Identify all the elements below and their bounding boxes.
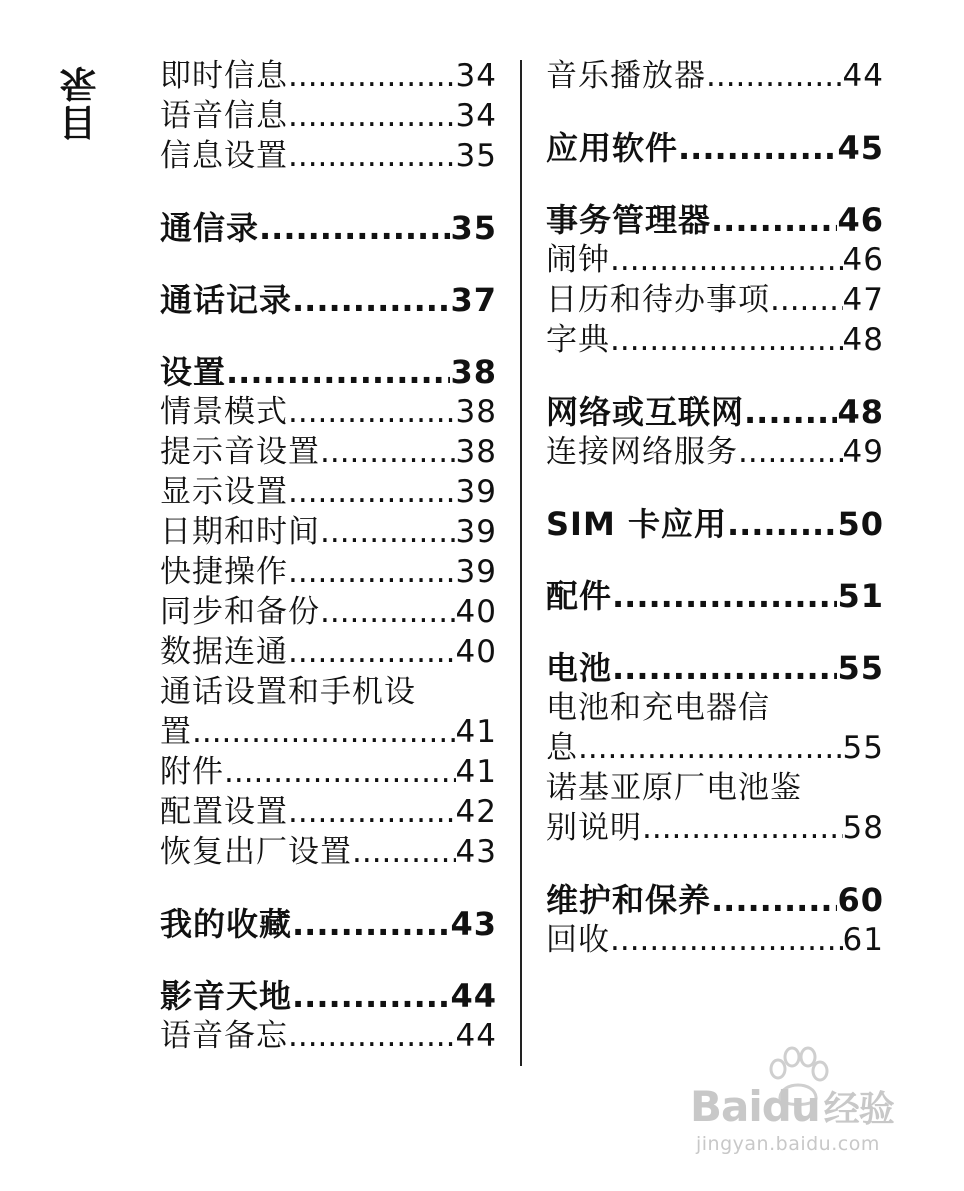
toc-page-number: 44: [842, 58, 884, 94]
toc-leader-dots: [288, 792, 456, 832]
toc-page-number: 42: [455, 794, 497, 830]
toc-entry: [546, 240, 884, 280]
toc-entry-label: 快捷操作: [160, 554, 288, 590]
toc-leader-dots: [727, 504, 838, 544]
toc-page-number: 50: [837, 505, 884, 543]
toc-page-number: 51: [837, 577, 884, 615]
baidu-watermark: [690, 1045, 920, 1175]
toc-leader-dots: [642, 808, 843, 848]
toc-entry: [546, 56, 884, 96]
toc-page-number: 41: [455, 754, 497, 790]
toc-leader-dots: [744, 392, 837, 432]
toc-page-number: 45: [837, 129, 884, 167]
toc-leader-dots: [288, 136, 456, 176]
logo-jingyan: 经验: [823, 1089, 894, 1130]
toc-leader-dots: [292, 976, 450, 1016]
toc-leader-dots: [288, 392, 456, 432]
toc-entry: [160, 632, 497, 672]
toc-entry: [160, 512, 497, 552]
toc-entry: [160, 392, 497, 432]
toc-entry-label: 回收: [546, 922, 610, 958]
toc-page-number: 34: [455, 58, 497, 94]
toc-entry: [546, 768, 884, 808]
toc-entry-label: 维护和保养: [546, 881, 712, 919]
toc-page-number: 46: [837, 201, 884, 239]
toc-entry-label: 语音信息: [160, 98, 288, 134]
toc-entry-label: 同步和备份: [160, 594, 320, 630]
toc-section-entry: [546, 504, 884, 544]
toc-leader-dots: [770, 280, 843, 320]
toc-leader-dots: [610, 920, 843, 960]
toc-leader-dots: [288, 96, 456, 136]
toc-entry-label: 别说明: [546, 810, 642, 846]
toc-entry: [160, 832, 497, 872]
toc-leader-dots: [711, 200, 837, 240]
toc-entry: [160, 1016, 497, 1056]
toc-right-column: [546, 56, 884, 960]
toc-leader-dots: [706, 56, 843, 96]
toc-entry-label: 语音备忘: [160, 1018, 288, 1054]
toc-leader-dots: [738, 432, 843, 472]
watermark-url: jingyan.baidu.com: [696, 1133, 880, 1155]
toc-entry-label: 连接网络服务: [546, 434, 738, 470]
toc-page-number: 35: [450, 209, 497, 247]
toc-page-number: 49: [842, 434, 884, 470]
toc-page-number: 35: [455, 138, 497, 174]
toc-entry-label: 即时信息: [160, 58, 288, 94]
toc-page-number: 44: [450, 977, 497, 1015]
toc-page-number: 60: [837, 881, 884, 919]
toc-entry: [160, 472, 497, 512]
toc-entry-label: 提示音设置: [160, 434, 320, 470]
toc-leader-dots: [292, 904, 450, 944]
toc-entry: [546, 688, 884, 728]
toc-entry: [546, 728, 884, 768]
toc-entry-label: 数据连通: [160, 634, 288, 670]
toc-page-number: 43: [450, 905, 497, 943]
toc-page-number: 38: [455, 394, 497, 430]
baidu-logo: [690, 1081, 894, 1132]
toc-section-entry: [546, 200, 884, 240]
toc-entry-label: 电池: [546, 649, 613, 687]
toc-entry-label: 日历和待办事项: [546, 282, 770, 318]
toc-entry-label: 我的收藏: [160, 905, 293, 943]
toc-entry: [160, 752, 497, 792]
toc-entry-label: 日期和时间: [160, 514, 320, 550]
toc-leader-dots: [578, 728, 843, 768]
toc-leader-dots: [678, 128, 837, 168]
toc-page-number: 48: [837, 393, 884, 431]
toc-leader-dots: [610, 240, 843, 280]
toc-page-number: 47: [842, 282, 884, 318]
toc-entry: [160, 136, 497, 176]
toc-leader-dots: [320, 512, 456, 552]
toc-page-number: 55: [842, 730, 884, 766]
toc-entry-label: 事务管理器: [546, 201, 712, 239]
toc-section-entry: [160, 280, 497, 320]
toc-page-number: 48: [842, 322, 884, 358]
toc-entry-label: 影音天地: [160, 977, 293, 1015]
toc-entry: [160, 552, 497, 592]
toc-leader-dots: [288, 56, 456, 96]
toc-leader-dots: [610, 320, 843, 360]
toc-entry-label: 通信录: [160, 209, 260, 247]
toc-entry-label: SIM 卡应用: [546, 505, 727, 543]
toc-leader-dots: [259, 208, 450, 248]
toc-entry-label: 通话记录: [160, 281, 293, 319]
toc-leader-dots: [612, 648, 837, 688]
toc-leader-dots: [226, 352, 450, 392]
logo-bai: Bai: [690, 1082, 762, 1131]
toc-entry: [160, 712, 497, 752]
toc-page-number: 55: [837, 649, 884, 687]
toc-page-number: 46: [842, 242, 884, 278]
logo-du: du: [761, 1082, 820, 1131]
toc-section-entry: [160, 352, 497, 392]
toc-leader-dots: [288, 472, 456, 512]
toc-page-number: 39: [455, 514, 497, 550]
toc-entry: [160, 56, 497, 96]
toc-page-number: 38: [450, 353, 497, 391]
toc-entry: [546, 320, 884, 360]
toc-entry: [160, 96, 497, 136]
toc-page-number: 58: [842, 810, 884, 846]
toc-left-column: [160, 56, 497, 1056]
toc-leader-dots: [288, 552, 456, 592]
toc-entry-label: 通话设置和手机设: [160, 674, 416, 710]
toc-entry-label: 音乐播放器: [546, 58, 706, 94]
toc-leader-dots: [292, 280, 450, 320]
toc-section-entry: [546, 392, 884, 432]
toc-section-entry: [160, 976, 497, 1016]
toc-entry: [160, 672, 497, 712]
toc-leader-dots: [192, 712, 456, 752]
toc-section-entry: [546, 648, 884, 688]
toc-section-entry: [546, 880, 884, 920]
toc-page-number: 39: [455, 474, 497, 510]
toc-entry-label: 息: [546, 730, 578, 766]
toc-section-entry: [546, 128, 884, 168]
toc-page-number: 41: [455, 714, 497, 750]
toc-entry-label: 电池和充电器信: [546, 690, 770, 726]
toc-page-number: 40: [455, 634, 497, 670]
column-divider: [520, 60, 522, 1066]
toc-leader-dots: [288, 1016, 456, 1056]
toc-entry-label: 设置: [160, 353, 227, 391]
toc-section-entry: [160, 904, 497, 944]
toc-entry-label: 配件: [546, 577, 613, 615]
toc-entry: [160, 432, 497, 472]
toc-section-entry: [160, 208, 497, 248]
toc-entry-label: 字典: [546, 322, 610, 358]
toc-entry-label: 置: [160, 714, 192, 750]
toc-entry: [546, 280, 884, 320]
toc-page-number: 40: [455, 594, 497, 630]
toc-section-entry: [546, 576, 884, 616]
toc-entry: [546, 432, 884, 472]
toc-page-number: 61: [842, 922, 884, 958]
toc-leader-dots: [320, 592, 456, 632]
toc-page-number: 43: [455, 834, 497, 870]
toc-page-number: 44: [455, 1018, 497, 1054]
toc-title: 目录: [60, 64, 103, 142]
toc-entry-label: 情景模式: [160, 394, 288, 430]
toc-leader-dots: [711, 880, 837, 920]
toc-entry-label: 闹钟: [546, 242, 610, 278]
toc-page-number: 37: [450, 281, 497, 319]
toc-entry: [160, 792, 497, 832]
toc-entry-label: 应用软件: [546, 129, 679, 167]
toc-leader-dots: [320, 432, 456, 472]
toc-entry-label: 诺基亚原厂电池鉴: [546, 770, 802, 806]
toc-entry: [546, 920, 884, 960]
toc-entry-label: 显示设置: [160, 474, 288, 510]
toc-leader-dots: [612, 576, 837, 616]
toc-entry-label: 网络或互联网: [546, 393, 745, 431]
toc-page-number: 39: [455, 554, 497, 590]
toc-leader-dots: [288, 632, 456, 672]
toc-entry-label: 配置设置: [160, 794, 288, 830]
toc-page-number: 34: [455, 98, 497, 134]
toc-leader-dots: [352, 832, 456, 872]
toc-page-number: 38: [455, 434, 497, 470]
toc-leader-dots: [224, 752, 456, 792]
toc-entry-label: 恢复出厂设置: [160, 834, 352, 870]
toc-entry-label: 附件: [160, 754, 224, 790]
toc-entry-label: 信息设置: [160, 138, 288, 174]
toc-entry: [160, 592, 497, 632]
toc-entry: [546, 808, 884, 848]
